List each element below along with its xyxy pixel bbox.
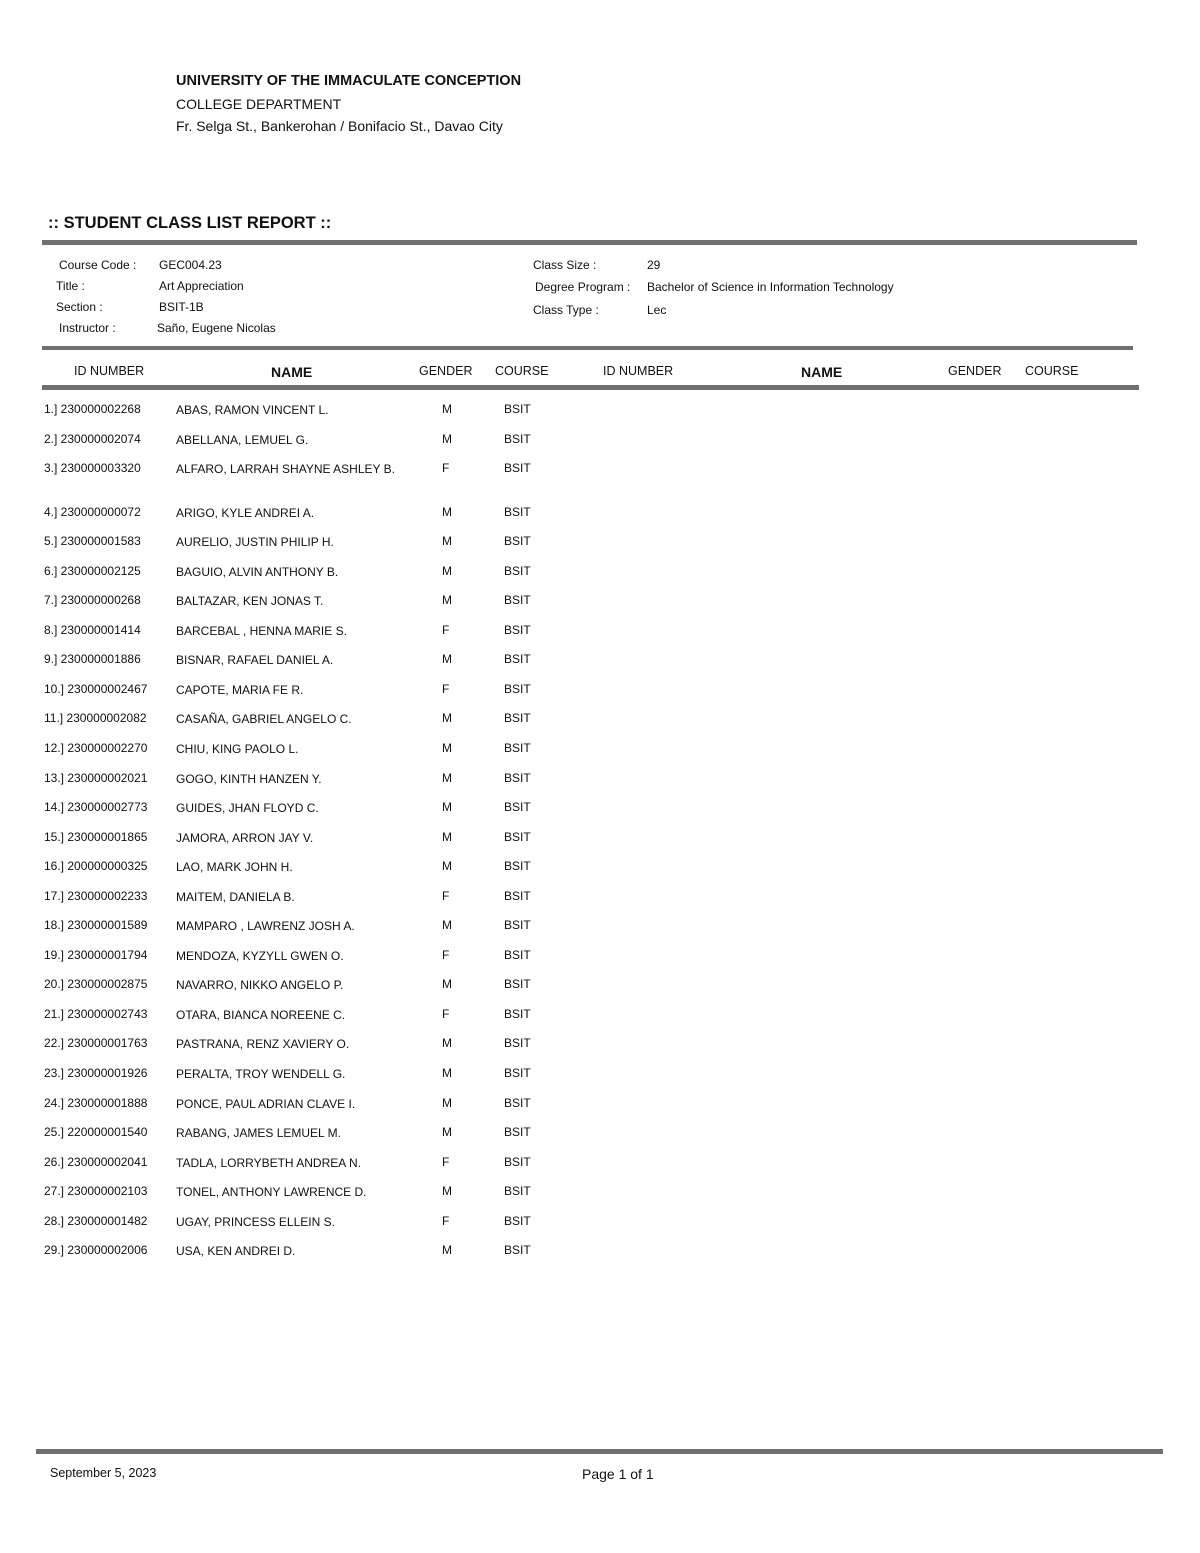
student-gender: M	[442, 505, 452, 519]
degree-program-label: Degree Program :	[535, 280, 631, 294]
title-divider	[42, 240, 1137, 245]
col-gender-2: GENDER	[948, 364, 1002, 378]
degree-program-value: Bachelor of Science in Information Technology	[647, 280, 894, 294]
student-course: BSIT	[504, 830, 531, 844]
student-name: BARCEBAL , HENNA MARIE S.	[176, 624, 347, 638]
student-name: ABAS, RAMON VINCENT L.	[176, 403, 329, 417]
student-gender: F	[442, 461, 450, 475]
student-course: BSIT	[504, 593, 531, 607]
student-id: 21.] 230000002743	[44, 1007, 148, 1021]
student-course: BSIT	[504, 402, 531, 416]
student-name: JAMORA, ARRON JAY V.	[176, 831, 314, 845]
student-course: BSIT	[504, 1184, 531, 1198]
class-type-value: Lec	[647, 303, 667, 317]
student-name: ALFARO, LARRAH SHAYNE ASHLEY B.	[176, 462, 395, 476]
student-id: 9.] 230000001886	[44, 652, 141, 666]
student-id: 1.] 230000002268	[44, 402, 141, 416]
student-course: BSIT	[504, 1036, 531, 1050]
student-gender: M	[442, 800, 452, 814]
student-course: BSIT	[504, 948, 531, 962]
student-name: OTARA, BIANCA NOREENE C.	[176, 1008, 346, 1022]
student-name: ARIGO, KYLE ANDREI A.	[176, 506, 315, 520]
student-gender: F	[442, 682, 450, 696]
student-id: 10.] 230000002467	[44, 682, 148, 696]
page-number: Page 1 of 1	[582, 1466, 654, 1482]
class-size-label: Class Size :	[533, 258, 597, 272]
student-id: 26.] 230000002041	[44, 1155, 148, 1169]
student-gender: F	[442, 1214, 450, 1228]
student-name: MAMPARO , LAWRENZ JOSH A.	[176, 919, 355, 933]
student-gender: M	[442, 432, 452, 446]
student-gender: M	[442, 1036, 452, 1050]
student-gender: M	[442, 534, 452, 548]
col-gender: GENDER	[419, 364, 473, 378]
student-id: 15.] 230000001865	[44, 830, 148, 844]
student-name: CASAÑA, GABRIEL ANGELO C.	[176, 712, 352, 726]
student-name: CHIU, KING PAOLO L.	[176, 742, 299, 756]
student-gender: M	[442, 652, 452, 666]
student-id: 11.] 230000002082	[44, 711, 147, 725]
student-name: BALTAZAR, KEN JONAS T.	[176, 594, 324, 608]
student-id: 28.] 230000001482	[44, 1214, 148, 1228]
student-gender: M	[442, 859, 452, 873]
course-code-value: GEC004.23	[159, 258, 222, 272]
student-course: BSIT	[504, 771, 531, 785]
student-course: BSIT	[504, 652, 531, 666]
student-id: 7.] 230000000268	[44, 593, 141, 607]
student-course: BSIT	[504, 461, 531, 475]
footer-divider	[36, 1449, 1163, 1454]
department-name: COLLEGE DEPARTMENT	[176, 96, 342, 112]
student-course: BSIT	[504, 1214, 531, 1228]
course-code-label: Course Code :	[59, 258, 137, 272]
student-gender: M	[442, 564, 452, 578]
student-course: BSIT	[504, 1096, 531, 1110]
student-id: 29.] 230000002006	[44, 1243, 148, 1257]
col-name-2: NAME	[801, 364, 843, 380]
student-gender: M	[442, 1096, 452, 1110]
title-label: Title :	[56, 279, 85, 293]
student-gender: M	[442, 1125, 452, 1139]
student-id: 16.] 200000000325	[44, 859, 148, 873]
student-id: 25.] 220000001540	[44, 1125, 148, 1139]
student-gender: F	[442, 889, 450, 903]
col-id-number-2: ID NUMBER	[603, 364, 674, 378]
student-id: 24.] 230000001888	[44, 1096, 148, 1110]
university-address: Fr. Selga St., Bankerohan / Bonifacio St., Davao City	[176, 118, 503, 134]
student-course: BSIT	[504, 534, 531, 548]
student-gender: M	[442, 771, 452, 785]
instructor-label: Instructor :	[59, 321, 116, 335]
student-name: TONEL, ANTHONY LAWRENCE D.	[176, 1185, 367, 1199]
student-course: BSIT	[504, 623, 531, 637]
student-course: BSIT	[504, 564, 531, 578]
student-name: MENDOZA, KYZYLL GWEN O.	[176, 949, 344, 963]
student-gender: F	[442, 948, 450, 962]
student-name: UGAY, PRINCESS ELLEIN S.	[176, 1215, 335, 1229]
student-course: BSIT	[504, 432, 531, 446]
student-name: RABANG, JAMES LEMUEL M.	[176, 1126, 341, 1140]
student-gender: M	[442, 402, 452, 416]
student-course: BSIT	[504, 1243, 531, 1257]
student-name: BAGUIO, ALVIN ANTHONY B.	[176, 565, 339, 579]
col-id-number: ID NUMBER	[74, 364, 145, 378]
student-id: 12.] 230000002270	[44, 741, 148, 755]
student-name: TADLA, LORRYBETH ANDREA N.	[176, 1156, 361, 1170]
student-course: BSIT	[504, 505, 531, 519]
student-id: 13.] 230000002021	[44, 771, 148, 785]
student-course: BSIT	[504, 859, 531, 873]
student-course: BSIT	[504, 918, 531, 932]
section-label: Section :	[56, 300, 103, 314]
student-gender: F	[442, 1007, 450, 1021]
student-course: BSIT	[504, 1066, 531, 1080]
student-name: GOGO, KINTH HANZEN Y.	[176, 772, 322, 786]
university-name: UNIVERSITY OF THE IMMACULATE CONCEPTION	[176, 73, 522, 89]
student-id: 3.] 230000003320	[44, 461, 141, 475]
class-size-value: 29	[647, 258, 661, 272]
section-value: BSIT-1B	[159, 300, 204, 314]
student-name: LAO, MARK JOHN H.	[176, 860, 293, 874]
student-gender: M	[442, 918, 452, 932]
student-course: BSIT	[504, 682, 531, 696]
student-course: BSIT	[504, 741, 531, 755]
student-course: BSIT	[504, 889, 531, 903]
student-id: 8.] 230000001414	[44, 623, 141, 637]
student-name: BISNAR, RAFAEL DANIEL A.	[176, 653, 334, 667]
col-name: NAME	[271, 364, 313, 380]
student-gender: M	[442, 741, 452, 755]
student-course: BSIT	[504, 1007, 531, 1021]
student-gender: M	[442, 830, 452, 844]
student-course: BSIT	[504, 1155, 531, 1169]
student-name: AURELIO, JUSTIN PHILIP H.	[176, 535, 334, 549]
title-value: Art Appreciation	[159, 279, 244, 293]
student-name: MAITEM, DANIELA B.	[176, 890, 295, 904]
table-header-divider	[42, 385, 1139, 390]
info-divider	[42, 346, 1133, 350]
student-id: 5.] 230000001583	[44, 534, 141, 548]
student-gender: M	[442, 1184, 452, 1198]
student-name: PASTRANA, RENZ XAVIERY O.	[176, 1037, 350, 1051]
student-gender: F	[442, 1155, 450, 1169]
student-name: PERALTA, TROY WENDELL G.	[176, 1067, 346, 1081]
student-id: 2.] 230000002074	[44, 432, 141, 446]
student-id: 14.] 230000002773	[44, 800, 148, 814]
student-id: 18.] 230000001589	[44, 918, 148, 932]
student-gender: F	[442, 623, 450, 637]
student-course: BSIT	[504, 977, 531, 991]
student-id: 22.] 230000001763	[44, 1036, 148, 1050]
student-course: BSIT	[504, 800, 531, 814]
student-id: 17.] 230000002233	[44, 889, 148, 903]
col-course-2: COURSE	[1025, 364, 1079, 378]
student-id: 20.] 230000002875	[44, 977, 148, 991]
student-id: 23.] 230000001926	[44, 1066, 148, 1080]
student-id: 27.] 230000002103	[44, 1184, 148, 1198]
student-gender: M	[442, 1243, 452, 1257]
report-title: :: STUDENT CLASS LIST REPORT ::	[48, 214, 332, 232]
student-gender: M	[442, 711, 452, 725]
instructor-value: Saño, Eugene Nicolas	[157, 321, 276, 335]
student-name: USA, KEN ANDREI D.	[176, 1244, 296, 1258]
student-gender: M	[442, 1066, 452, 1080]
class-type-label: Class Type :	[533, 303, 599, 317]
student-name: PONCE, PAUL ADRIAN CLAVE I.	[176, 1097, 356, 1111]
student-name: CAPOTE, MARIA FE R.	[176, 683, 304, 697]
student-id: 6.] 230000002125	[44, 564, 141, 578]
student-name: NAVARRO, NIKKO ANGELO P.	[176, 978, 344, 992]
student-gender: M	[442, 977, 452, 991]
report-date: September 5, 2023	[50, 1466, 157, 1480]
student-id: 4.] 230000000072	[44, 505, 141, 519]
student-course: BSIT	[504, 1125, 531, 1139]
col-course: COURSE	[495, 364, 549, 378]
student-id: 19.] 230000001794	[44, 948, 148, 962]
student-name: ABELLANA, LEMUEL G.	[176, 433, 309, 447]
student-course: BSIT	[504, 711, 531, 725]
student-name: GUIDES, JHAN FLOYD C.	[176, 801, 319, 815]
student-gender: M	[442, 593, 452, 607]
